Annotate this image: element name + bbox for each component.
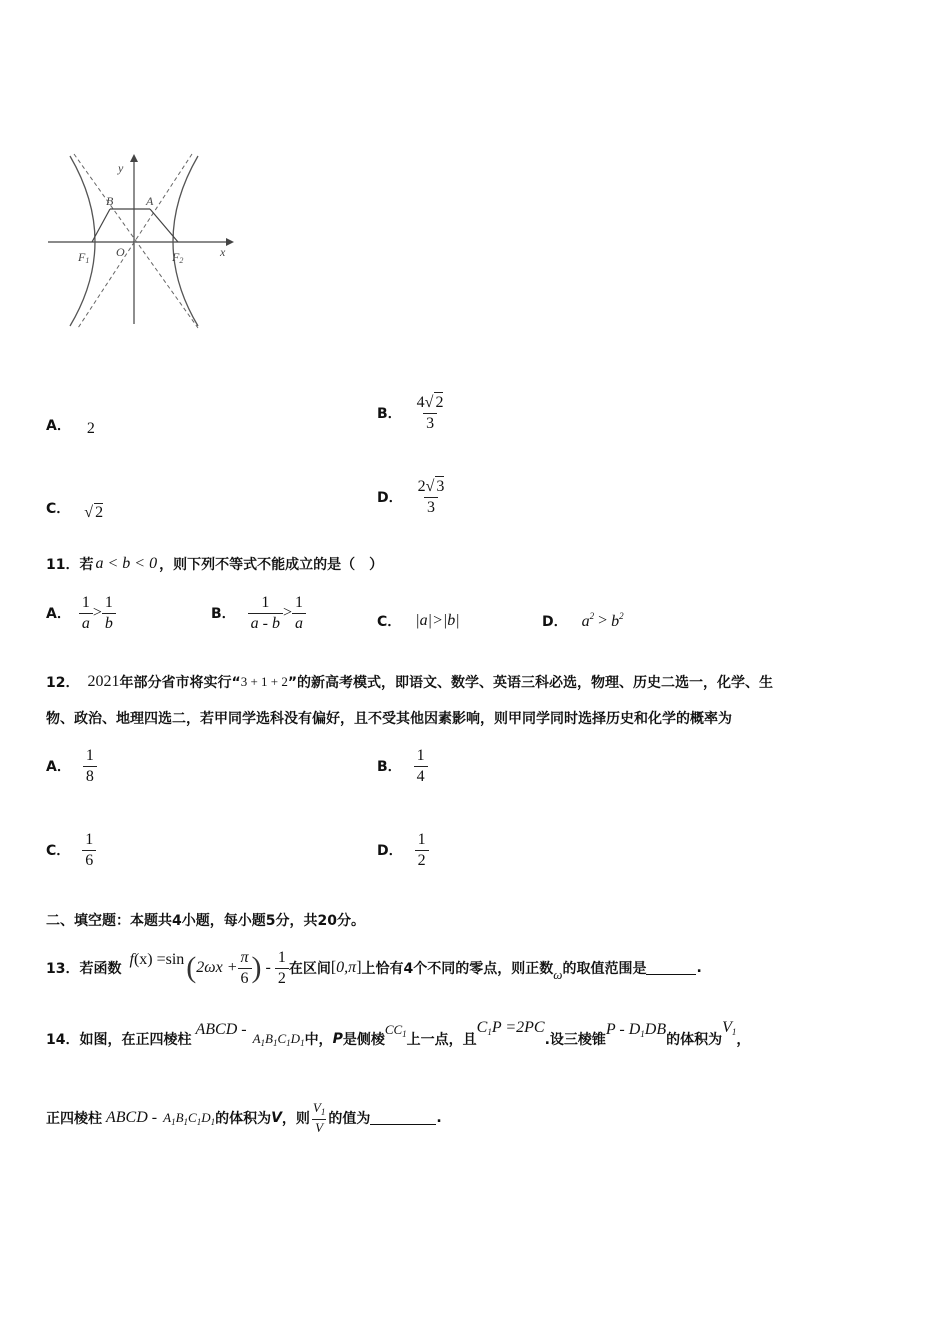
- q10-option-d[interactable]: [377, 472, 447, 522]
- q11-stem: 11． 若 a < b < 0 ，则下列不等式不能成立的是（ ）: [46, 555, 384, 573]
- option-fraction: $\frac{4√ 2}{3}$: [416, 394, 444, 432]
- option-fraction: $\frac{2√ 3}{3}$: [417, 478, 445, 516]
- q11-option-c[interactable]: C． |a|>|b|: [377, 612, 460, 630]
- option-label: B．: [377, 406, 402, 422]
- hyperbola-figure: [40, 148, 240, 333]
- option-value: 2: [86, 420, 95, 437]
- option-value: √ 2: [84, 503, 104, 521]
- q13-stem: 13． 若函数 f (x) =sin ( 2ωx + $\frac{\pi}{6}$ ) - $\frac{1}{2}$ 在区间 [ 0,π ] 上恰有4个不同的零点，则正数 ω 的取值范围是 .: [46, 948, 702, 987]
- x-axis-arrow: [226, 238, 234, 246]
- q10-option-b[interactable]: [377, 388, 446, 438]
- q12-stem-line1: 12． 2021 年部分省市将实行“ 3 + 1 + 2 ”的新高考模式，即语文、数学、英语三科必选，物理、历史二选一，化学、生: [46, 673, 774, 691]
- q14-stem-line2: 正四棱柱 ABCD - $A_1B_1C_1D_1$ 的体积为 V ，则 $\frac{V_1}{V}$ 的值为 .: [46, 1100, 442, 1135]
- option-label: A．: [46, 418, 71, 434]
- answer-blank[interactable]: [646, 962, 696, 975]
- label-a: A: [146, 194, 154, 208]
- option-label: D．: [377, 490, 403, 506]
- q10-option-a[interactable]: [46, 412, 95, 438]
- answer-blank[interactable]: [370, 1112, 436, 1125]
- section-heading: 二、填空题：本题共4小题，每小题5分，共20分。: [46, 913, 365, 929]
- q10-option-c[interactable]: [46, 494, 103, 522]
- hyperbola-left-branch: [70, 156, 95, 326]
- q11-option-a[interactable]: A． $\frac{1}{a}$ > $\frac{1}{b}$: [46, 590, 116, 636]
- q12-option-a[interactable]: A． $\frac{1}{8}$: [46, 742, 97, 790]
- q12-stem-line2: 物、政治、地理四选二，若甲同学选科没有偏好，且不受其他因素影响，则甲同学同时选择历史和化学的概率为: [46, 711, 732, 727]
- q11-option-b[interactable]: B． $\frac{1}{a - b}$ > $\frac{1}{a}$: [211, 590, 306, 636]
- q12-option-d[interactable]: D． $\frac{1}{2}$: [377, 826, 429, 874]
- label-o: O: [116, 245, 125, 259]
- q14-stem-line1: 14． 如图，在正四棱柱 ABCD - $A_1B_1C_1D_1$ 中， P 是侧棱 $CC_1$ 上一点，且 $C_1P =2PC$ .设三棱锥 P - $D_1DB$ 的体积为 $V_1$ ，: [46, 1019, 751, 1048]
- label-x: x: [220, 245, 226, 259]
- q12-option-b[interactable]: B． $\frac{1}{4}$: [377, 742, 428, 790]
- option-label: C．: [46, 501, 71, 517]
- label-y: y: [118, 161, 124, 175]
- label-f1: F1: [78, 250, 90, 265]
- label-b: B: [106, 194, 114, 208]
- q12-option-c[interactable]: C． $\frac{1}{6}$: [46, 826, 96, 874]
- q11-option-d[interactable]: D． $a^2$ > $b^2$: [542, 611, 624, 630]
- label-f2: F2: [172, 250, 184, 265]
- y-axis-arrow: [130, 154, 138, 162]
